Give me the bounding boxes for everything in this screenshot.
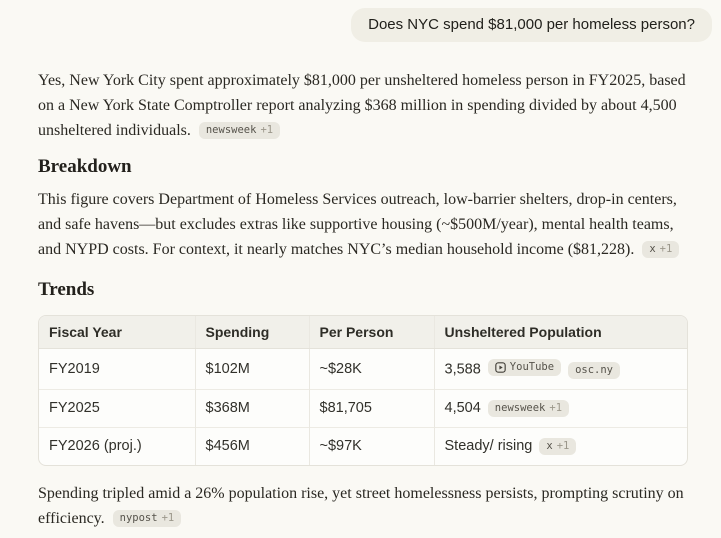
citation-chip-newsweek[interactable] <box>199 122 280 139</box>
citation-source: YouTube <box>509 361 555 373</box>
population-value: Steady/ rising <box>444 437 533 454</box>
table-row <box>39 349 687 390</box>
cell-spending: $102M <box>195 349 309 390</box>
trends-table <box>39 316 687 465</box>
citation-chip-nypost[interactable] <box>113 510 182 527</box>
citation-chip-newsweek[interactable] <box>488 400 569 417</box>
cell-per-person: ~$28K <box>309 349 434 390</box>
table-row <box>39 389 687 427</box>
youtube-play-icon <box>495 362 506 373</box>
trends-heading: Trends <box>38 279 95 300</box>
closing-paragraph <box>38 481 690 531</box>
citation-source: newsweek <box>494 401 546 414</box>
citation-chip-youtube[interactable] <box>488 359 561 376</box>
user-message-row <box>0 0 721 42</box>
cell-population <box>434 349 687 390</box>
citation-chip-x[interactable] <box>642 241 679 258</box>
citation-source: nypost <box>119 511 158 524</box>
cell-fiscal-year: FY2025 <box>39 389 195 427</box>
citation-source: newsweek <box>205 124 257 136</box>
breakdown-heading: Breakdown <box>38 156 132 177</box>
trends-table-container <box>38 315 688 466</box>
column-header-spending: Spending <box>195 316 309 349</box>
cell-spending: $368M <box>195 389 309 427</box>
column-header-unsheltered-population: Unsheltered Population <box>434 316 687 349</box>
breakdown-paragraph <box>38 187 690 262</box>
citation-chip-osc-ny[interactable] <box>568 362 620 379</box>
answer-intro-paragraph <box>38 68 690 143</box>
citation-extra-count: +1 <box>549 401 563 414</box>
cell-spending: $456M <box>195 427 309 465</box>
citation-extra-count: +1 <box>260 124 274 136</box>
table-row <box>39 427 687 465</box>
population-value: 3,588 <box>444 361 481 378</box>
citation-extra-count: +1 <box>161 511 175 524</box>
assistant-response <box>0 42 721 531</box>
citation-chip-x[interactable] <box>539 438 576 455</box>
column-header-per-person: Per Person <box>309 316 434 349</box>
answer-intro-text: Yes, New York City spent approximately $81,000 per unsheltered homeless person in FY2025, based on a New York State Comptroller report analyzing $368 million in spending divided by about 4,500 unsheltered individuals. <box>38 72 686 139</box>
citation-source: osc.ny <box>575 363 613 376</box>
cell-per-person: ~$97K <box>309 427 434 465</box>
cell-per-person: $81,705 <box>309 389 434 427</box>
citation-extra-count: +1 <box>659 243 673 255</box>
breakdown-text: This figure covers Department of Homeless Services outreach, low-barrier shelters, drop-in centers, and safe havens—but excludes extras like supportive housing (~$500M/year), mental health teams, and NYPD costs. For context, it nearly matches NYC’s median household income ($81,228). <box>38 191 677 258</box>
user-message-bubble <box>351 8 712 42</box>
citation-source: x <box>649 243 656 255</box>
closing-text: Spending tripled amid a 26% population rise, yet street homelessness persists, prompting scrutiny on efficiency. <box>38 484 684 527</box>
cell-fiscal-year: FY2019 <box>49 360 100 377</box>
cell-population <box>434 389 687 427</box>
user-message-text: Does NYC spend $81,000 per homeless person? <box>368 16 695 33</box>
table-header-row <box>39 316 687 349</box>
citation-extra-count: +1 <box>556 439 570 452</box>
population-value: 4,504 <box>444 399 481 416</box>
cell-fiscal-year: FY2026 (proj.) <box>39 427 195 465</box>
citation-source: x <box>546 439 553 452</box>
cell-population <box>434 427 687 465</box>
column-header-fiscal-year: Fiscal Year <box>39 316 195 349</box>
